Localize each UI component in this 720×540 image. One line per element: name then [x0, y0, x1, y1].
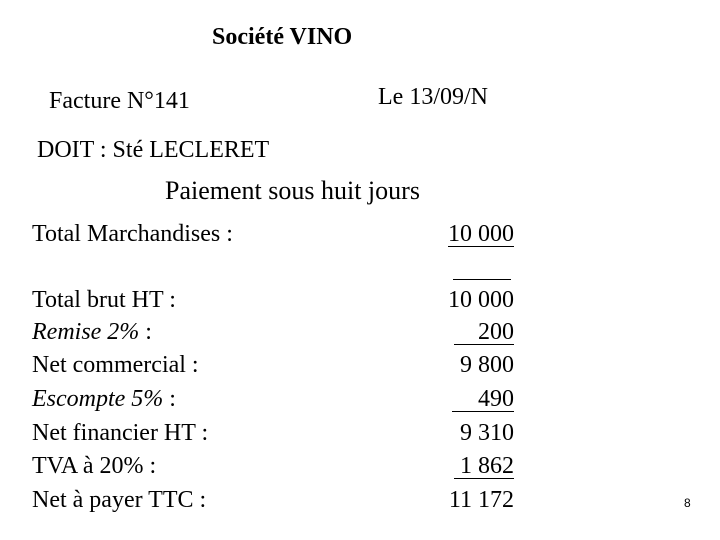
line-value-total-marchandises: 10 000 [448, 221, 514, 247]
line-value-tva: 1 862 [454, 454, 514, 479]
debtor-line: DOIT : Sté LECLERET [37, 137, 270, 163]
line-label-total-marchandises: Total Marchandises : [32, 221, 233, 247]
invoice-date: Le 13/09/N [378, 84, 488, 110]
line-label-total-brut: Total brut HT : [32, 287, 176, 313]
line-value-remise: 200 [454, 320, 514, 345]
escompte-label-text: Escompte 5% [32, 386, 164, 412]
line-label-net-a-payer: Net à payer TTC : [32, 487, 207, 513]
line-label-remise [32, 320, 152, 344]
invoice-number: Facture N°141 [49, 88, 190, 114]
line-label-net-financier: Net financier HT : [32, 420, 209, 446]
line-label-tva: TVA à 20% : [32, 453, 157, 479]
line-value-net-commercial: 9 800 [460, 352, 514, 378]
line-value-escompte: 490 [452, 387, 514, 412]
line-value-net-financier: 9 310 [460, 420, 514, 446]
line-value-net-a-payer: 11 172 [448, 487, 514, 513]
company-name: Société VINO [212, 24, 353, 50]
escompte-label-colon: : [163, 386, 176, 412]
page-number: 8 [684, 496, 691, 510]
separator-rule [453, 279, 511, 280]
line-label-net-commercial: Net commercial : [32, 352, 199, 378]
remise-label-colon: : [139, 319, 152, 345]
line-label-escompte [32, 387, 176, 411]
payment-terms: Paiement sous huit jours [165, 176, 420, 205]
line-value-total-brut: 10 000 [448, 287, 514, 313]
remise-label-text: Remise 2% [32, 319, 140, 345]
